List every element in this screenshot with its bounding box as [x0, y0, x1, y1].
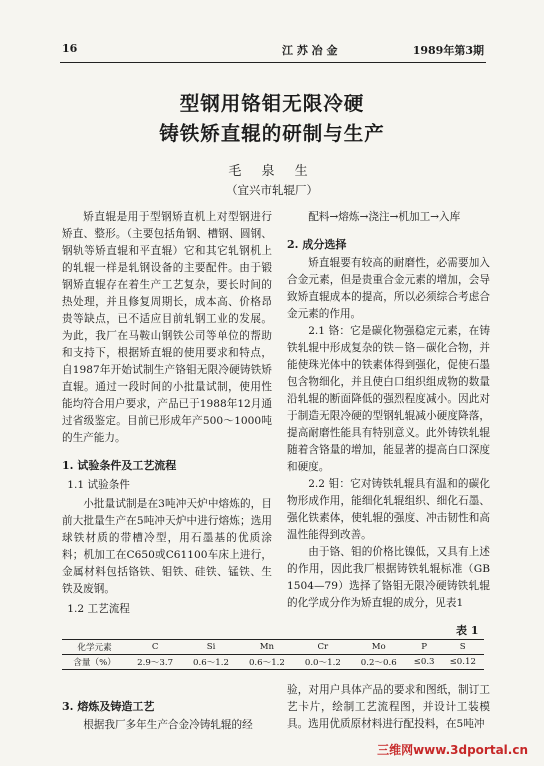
table-header-cell: Mo: [351, 640, 407, 655]
table-cell: 0.6～1.2: [239, 655, 295, 670]
table-cell: 0.2～0.6: [351, 655, 407, 670]
journal-name: 江 苏 冶 金: [282, 44, 338, 57]
table-cell: 0.0～1.2: [295, 655, 351, 670]
table-header-cell: Cr: [295, 640, 351, 655]
page-number: 16: [62, 42, 78, 55]
affiliation: （宜兴市轧辊厂）: [226, 183, 318, 197]
site-watermark: 三维网www.3dportal.cn: [377, 743, 528, 757]
table-cell: ≤0.12: [442, 655, 485, 670]
table-header-cell: Si: [183, 640, 239, 655]
right-column: [287, 209, 490, 612]
title-line-1: 型钢用铬钼无限冷硬: [179, 92, 365, 115]
section-2-text: 矫直辊要有较高的耐磨性，必需要加入合金元素，但是贵重合金元素的增加，会导致矫直辊成本的提高，所以必须综合考虑合金元素的作用。: [287, 257, 490, 320]
section-3-text: 根据我厂多年生产合金冷铸轧辊的经: [83, 719, 253, 731]
table-header-cell: P: [407, 640, 442, 655]
header-rule: [60, 62, 486, 63]
table-cell: 0.6～1.2: [183, 655, 239, 670]
left-column: [62, 209, 272, 620]
left-bottom-column: [62, 688, 272, 734]
table-header-cell: Mn: [239, 640, 295, 655]
section-1-2-heading: 1.2 工艺流程: [67, 603, 130, 615]
issue-label: 1989年第3期: [412, 44, 484, 57]
title-line-2: 铸铁矫直辊的研制与生产: [159, 122, 385, 145]
section-1-heading: 1. 试验条件及工艺流程: [62, 459, 177, 472]
section-2-1-text: 2.1 铬：它是碳化物强稳定元素，在铸铁轧辊中形成复杂的铁－铬－碳化合物，并能使珠光体中的铁素体得到强化，促使石墨包含物细化，并且使白口组织组成物的数量沿轧辊的断面降低的强烈程度减小。因此对于制造无限冷硬的型钢轧辊减小硬度降落，提高耐磨性能具有特别意义。此外铸铁轧辊随着含铬量的增加，能显著的提高白口深度和硬度。: [287, 325, 490, 473]
right-bottom-text: 验，对用户具体产品的要求和图纸，制订工艺卡片，绘制工艺流程图，并设计工装模具。选用优质原材料进行配投料，在5吨冲: [287, 684, 490, 730]
table-header-cell: C: [127, 640, 183, 655]
page-header: [62, 42, 484, 60]
section-2-2-followup: 由于铬、钼的价格比镍低，又具有上述的作用，因此我厂根据铸铁轧辊标准（GB 1504—79）选择了铬钼无限冷硬铸铁轧辊的化学成分作为矫直辊的成分，见表1: [287, 546, 490, 609]
section-1-1-text: 小批量试制是在3吨冲天炉中熔炼的，目前大批量生产在5吨冲天炉中进行熔炼；选用球铁材质的带槽冷型，用石墨基的优质涂料；机加工在C650或C61100车床上进行，金属材料包括铬铁、钼铁、硅铁、锰铁、生铁及废钢。: [62, 498, 272, 595]
section-1-1-heading: 1.1 试验条件: [67, 479, 130, 491]
section-2-2-text: 2.2 钼：它对铸铁轧辊具有温和的碳化物形成作用，能细化轧辊组织、细化石墨、强化铁素体，使轧辊的强度、冲击韧性和高温性能得到改善。: [287, 478, 490, 541]
section-2-heading: 2. 成分选择: [287, 238, 347, 251]
table-cell: 含量（%）: [62, 655, 127, 670]
table-cell: 2.9～3.7: [127, 655, 183, 670]
section-3-heading: 3. 熔炼及铸造工艺: [62, 700, 155, 713]
table-cell: ≤0.3: [407, 655, 442, 670]
table-header-row: [62, 640, 484, 655]
author: 毛 泉 生: [228, 164, 316, 179]
table-caption: 表 1: [456, 624, 479, 637]
table-header-cell: 化学元素: [62, 640, 127, 655]
table-row: [62, 655, 484, 670]
intro-paragraph: 矫直辊是用于型钢矫直机上对型钢进行矫直、整形。（主要包括角钢、槽钢、圆钢、钢轨等矫直辊和平直辊）它和其它轧钢机上的轧辊一样是轧钢设备的主要配件。由于锻钢矫直辊存在着生产工艺复杂，要长时间的热处理，并且修复周期长，成本高、价格昂贵等缺点，已不适应目前轧钢工业的发展。为此，我厂在马鞍山钢铁公司等单位的帮助和支持下，根据矫直辊的使用要求和特点，自1987年开始试制生产铬钼无限冷硬铸铁矫直辊。通过一段时间的小批量试制，使用性能均符合用户要求，产品已于1988年12月通过省级鉴定。目前已形成年产500～1000吨的生产能力。: [62, 211, 272, 444]
table-header-cell: S: [442, 640, 485, 655]
right-bottom-column: [287, 682, 490, 733]
process-flow: 配料→熔炼→浇注→机加工→入库: [308, 211, 461, 223]
composition-table: [62, 639, 484, 670]
